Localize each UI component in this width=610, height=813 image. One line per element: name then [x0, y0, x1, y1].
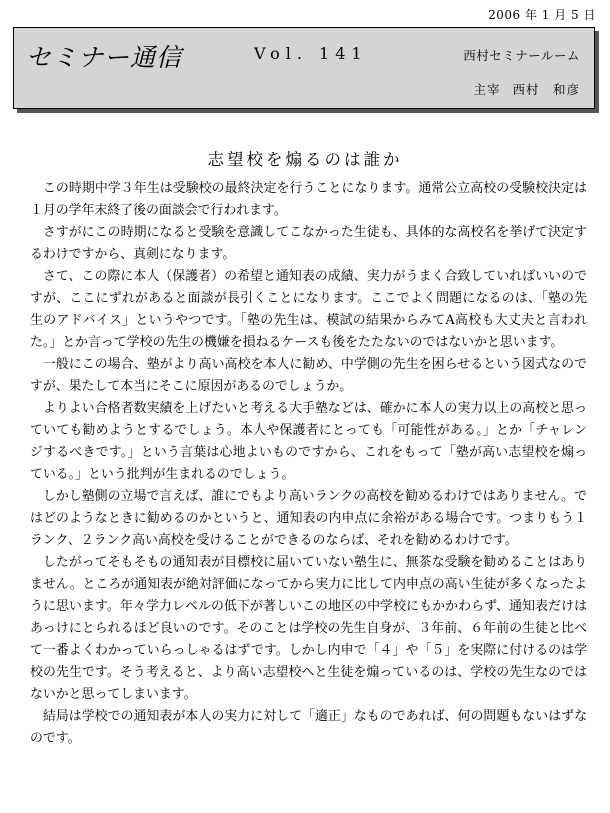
article-paragraph: 一般にこの場合、塾がより高い高校を本人に勧め、中学側の先生を困らせるという図式なのですが、果たして本当にそこに原因があるのでしょうか。 [30, 357, 587, 394]
article-body [30, 178, 587, 750]
article-paragraph: しかし塾側の立場で言えば、誰にでもより高いランクの高校を勧めるわけではありません。ではどのようなときに勧めるのかというと、通知表の内申点に余裕がある場合です。つまりもう１ランク、２ランク高い高校を受けることができるのならば、それを勧めるわけです。 [30, 489, 587, 548]
article-paragraph: よりよい合格者数実績を上げたいと考える大手塾などは、確かに本人の実力以上の高校と思っていても勧めようとするでしょう。本人や保護者にとっても「可能性がある。」とか「チャレンジするべきです。」という言葉は心地よいものですから、これをもって「塾が高い志望校を煽っている。」という批判が生まれるのでしょう。 [30, 401, 587, 482]
host-line [473, 80, 580, 98]
article-paragraph: さすがにこの時期になると受験を意識してこなかった生徒も、具体的な高校名を挙げて決定するわけですから、真剣になります。 [30, 225, 587, 262]
article-paragraph: さて、この際に本人（保護者）の希望と通知表の成績、実力がうまく合致していればいいのですが、ここにずれがあると面談が長引くことになります。ここでよく問題になるのは、「塾の先生のアドバイス」というやつです。「塾の先生は、模試の結果からみてA高校も大丈夫と言われた。」とか言って学校の先生の機嫌を損ねるケースも後をたたないのではないかと思います。 [30, 269, 587, 350]
newsletter-header [13, 27, 595, 109]
host-name: 西村 和彦 [512, 82, 580, 97]
article-paragraph: 結局は学校での通知表が本人の実力に対して「適正」なものであれば、何の問題もないはずなのです。 [30, 709, 587, 746]
article-paragraph: この時期中学３年生は受験校の最終決定を行うことになります。通常公立高校の受験校決定は１月の学年末終了後の面談会で行われます。 [30, 181, 587, 218]
volume-number: Vol. 141 [254, 44, 368, 63]
newsletter-title: セミナー通信 [26, 43, 183, 72]
article-title: 志望校を煽るのは誰か [207, 150, 403, 169]
organization-name: 西村セミナールーム [463, 48, 580, 63]
article-paragraph: したがってそもそもの通知表が目標校に届いていない塾生に、無茶な受験を勧めることはありません。ところが通知表が絶対評価になってから実力に比して内申点の高い生徒が多くなったように思います。年々学力レベルの低下が著しいこの地区の中学校にもかかわらず、通知表だけはあっけにとられるほど良いのです。そのことは学校の先生自身が、３年前、６年前の生徒と比べて一番よくわかっていらっしゃるはずです。しかし内申で「４」や「５」を実際に付けるのは学校の先生です。そう考えると、より高い志望校へと生徒を煽っているのは、学校の先生なのではないかと思ってしまいます。 [30, 555, 587, 702]
host-role: 主宰 [473, 82, 501, 97]
issue-date: 2006 年 1 月 5 日 [488, 8, 596, 22]
